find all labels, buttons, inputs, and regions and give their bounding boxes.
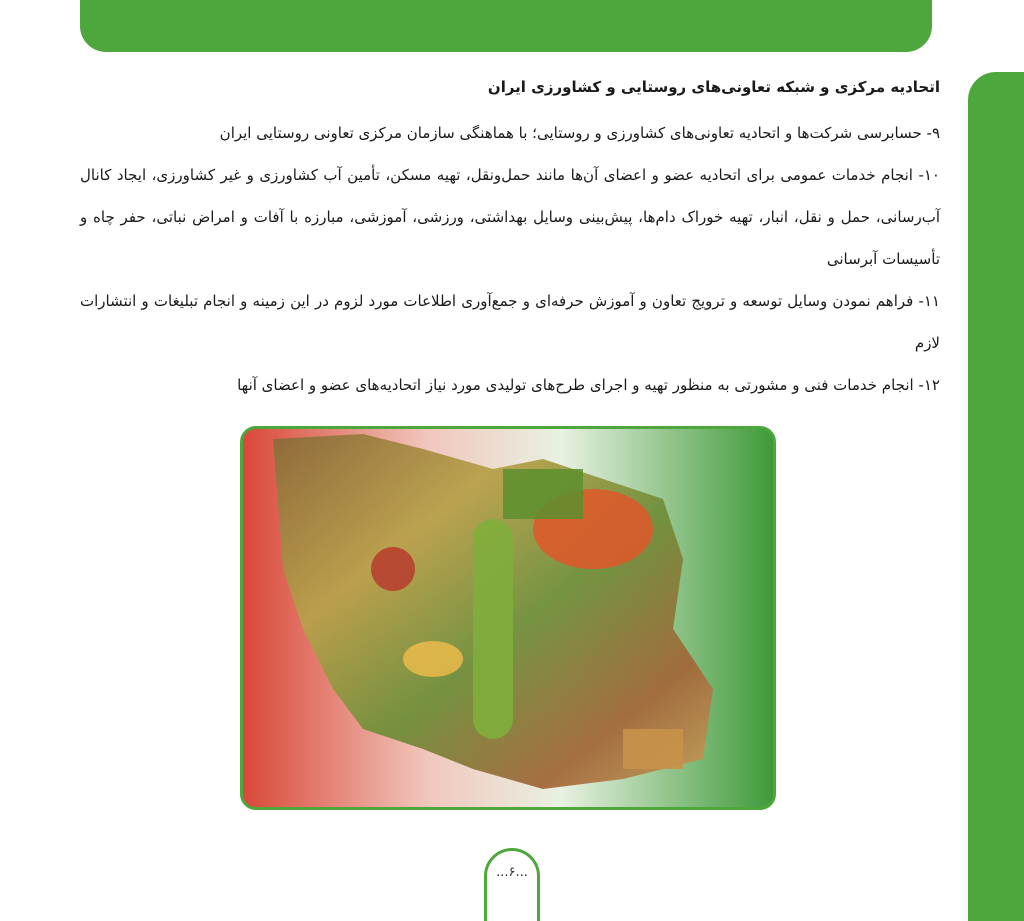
side-tab xyxy=(968,72,1024,921)
list-item-12: ۱۲- انجام خدمات فنی و مشورتی به منظور تهیه و اجرای طرح‌های تولیدی مورد نیاز اتحادیه‌های عضو و اعضای آنها xyxy=(237,376,940,394)
agriculture-map-image xyxy=(240,426,776,810)
list-item-10: ۱۰- انجام خدمات عمومی برای اتحادیه عضو و اعضای آن‌ها مانند حمل‌ونقل، تهیه مسکن، تأمین آب کشاورزی و غیر کشاورزی، ایجاد کانال آب‌رسانی، حمل و نقل، انبار، تهیه خوراک دام‌ها، پیش‌بینی وسایل بهداشتی، ورزشی، آموزشی، مبارزه با آفات و امراض نباتی، حفر چاه و تأسیسات آبرسانی xyxy=(80,166,940,268)
document-body xyxy=(80,74,940,406)
page-heading: اتحادیه مرکزی و شبکه تعاونی‌های روستایی و کشاورزی ایران xyxy=(487,78,940,96)
list-item-9: ۹- حسابرسی شرکت‌ها و اتحادیه تعاونی‌های کشاورزی و روستایی؛ با هماهنگی سازمان مرکزی تعاونی روستایی ایران xyxy=(219,124,940,142)
iran-map-collage xyxy=(243,429,773,807)
top-banner xyxy=(80,0,932,52)
page-number: ...۶... xyxy=(496,865,528,880)
list-item-11: ۱۱- فراهم نمودن وسایل توسعه و ترویج تعاون و آموزش حرفه‌ای و جمع‌آوری اطلاعات مورد لزوم در این زمینه و انجام تبلیغات و انتشارات لازم xyxy=(80,292,940,352)
page-number-tab xyxy=(484,848,540,921)
